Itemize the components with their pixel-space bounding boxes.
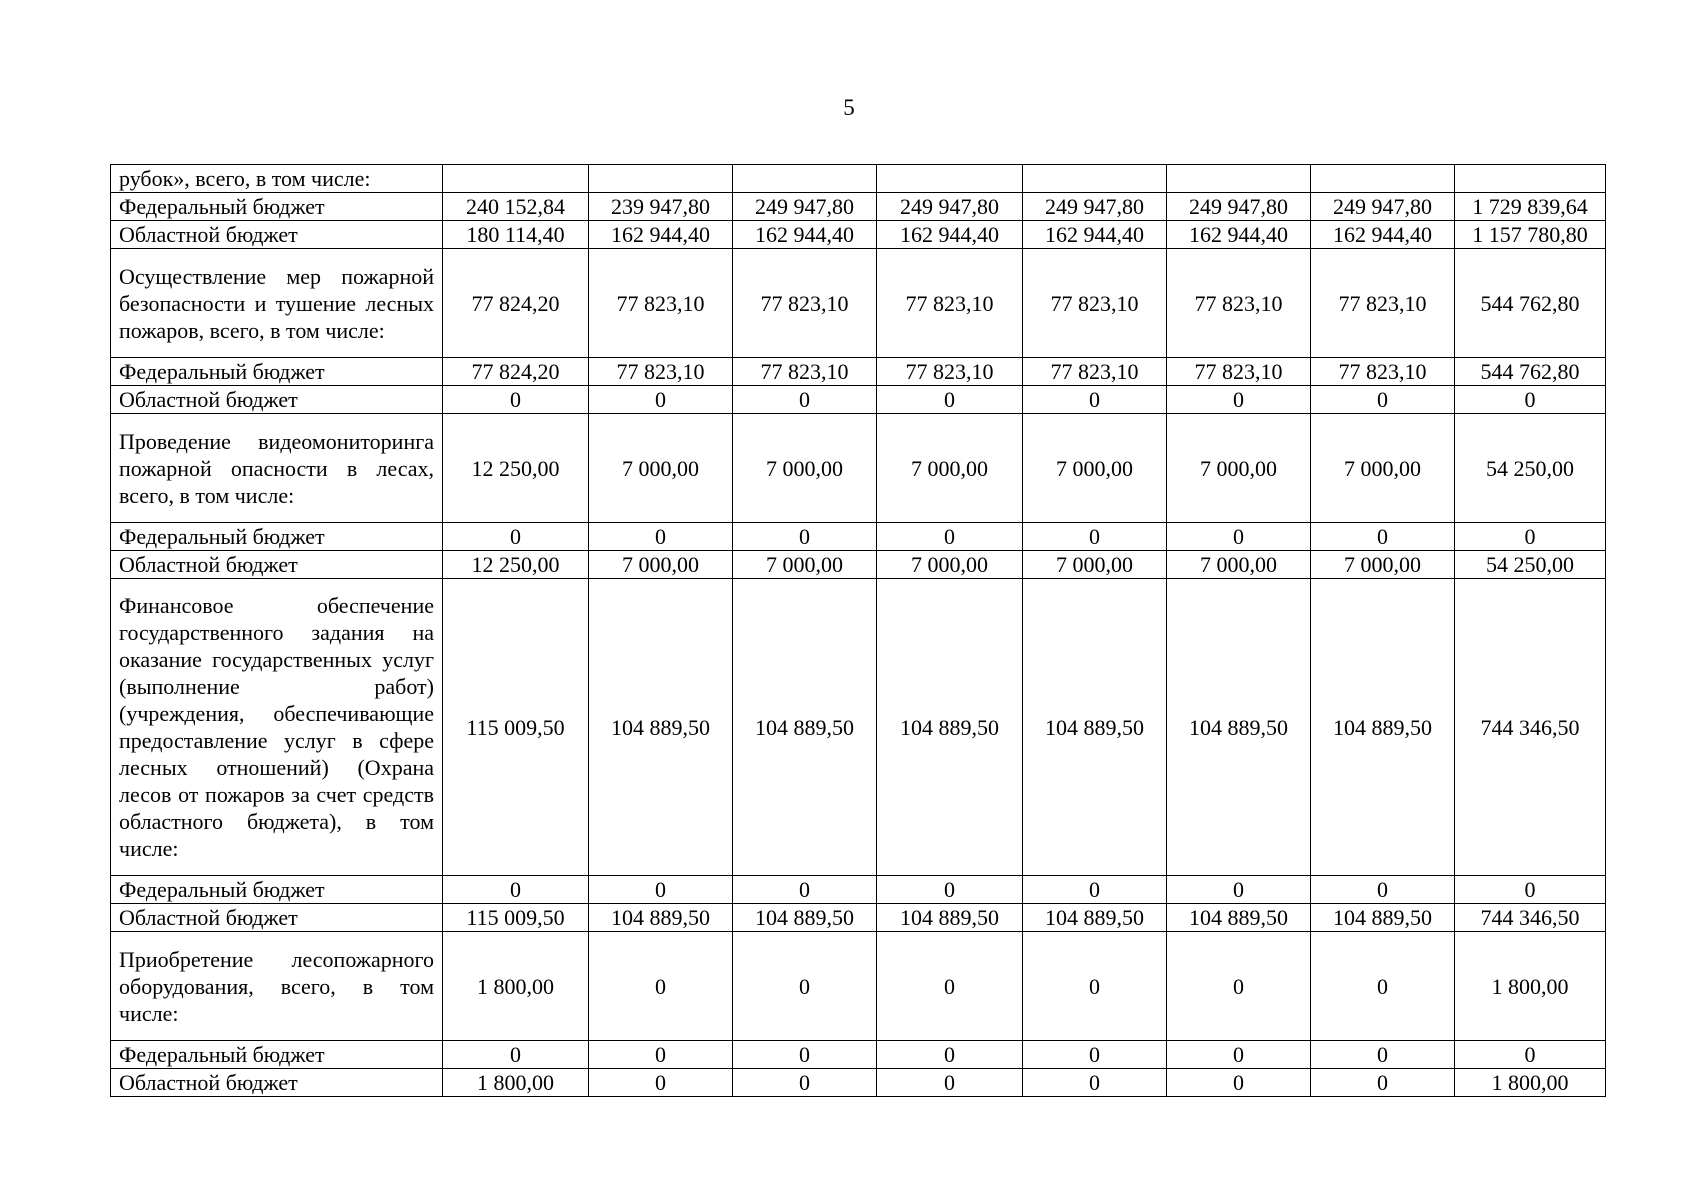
value-cell: 77 823,10: [1023, 249, 1167, 358]
value-cell: [1023, 165, 1167, 193]
table-row: [111, 932, 1606, 1041]
value-cell: 249 947,80: [733, 193, 877, 221]
value-cell: 0: [877, 523, 1023, 551]
row-label: Областной бюджет: [111, 221, 443, 249]
value-cell: 0: [1455, 1041, 1606, 1069]
table-row: [111, 414, 1606, 523]
row-label: Финансовое обеспечение государственного задания на оказание государственных услуг (выполнение работ) (учреждения, обеспечивающие предоставление услуг в сфере лесных отношений) (Охрана лесов от пожаров за счет средств областного бюджета), в том числе:: [111, 579, 443, 876]
value-cell: 0: [877, 932, 1023, 1041]
value-cell: 249 947,80: [1023, 193, 1167, 221]
value-cell: 104 889,50: [589, 579, 733, 876]
value-cell: 0: [1311, 1069, 1455, 1097]
value-cell: 7 000,00: [589, 414, 733, 523]
row-label: Проведение видеомониторинга пожарной опасности в лесах, всего, в том числе:: [111, 414, 443, 523]
value-cell: 0: [443, 386, 589, 414]
value-cell: 104 889,50: [877, 579, 1023, 876]
table-row: [111, 551, 1606, 579]
table-row: [111, 221, 1606, 249]
value-cell: [1167, 165, 1311, 193]
value-cell: 7 000,00: [589, 551, 733, 579]
table-row: [111, 1069, 1606, 1097]
value-cell: 1 800,00: [443, 1069, 589, 1097]
value-cell: 239 947,80: [589, 193, 733, 221]
value-cell: 0: [1455, 876, 1606, 904]
value-cell: 1 800,00: [1455, 1069, 1606, 1097]
table-row: [111, 523, 1606, 551]
value-cell: 0: [1311, 876, 1455, 904]
value-cell: 77 824,20: [443, 358, 589, 386]
value-cell: 104 889,50: [1023, 904, 1167, 932]
value-cell: 0: [1167, 932, 1311, 1041]
row-label: Приобретение лесопожарного оборудования, всего, в том числе:: [111, 932, 443, 1041]
value-cell: 7 000,00: [877, 414, 1023, 523]
value-cell: [1455, 165, 1606, 193]
value-cell: [733, 165, 877, 193]
value-cell: 249 947,80: [877, 193, 1023, 221]
value-cell: 744 346,50: [1455, 904, 1606, 932]
value-cell: 0: [1455, 386, 1606, 414]
value-cell: 0: [1455, 523, 1606, 551]
row-label: Областной бюджет: [111, 551, 443, 579]
value-cell: 0: [877, 386, 1023, 414]
value-cell: 77 823,10: [877, 249, 1023, 358]
value-cell: 77 823,10: [1311, 249, 1455, 358]
value-cell: 0: [1311, 386, 1455, 414]
value-cell: 0: [733, 876, 877, 904]
table-row: [111, 386, 1606, 414]
row-label: Областной бюджет: [111, 904, 443, 932]
value-cell: 0: [443, 523, 589, 551]
value-cell: 104 889,50: [589, 904, 733, 932]
value-cell: 7 000,00: [1167, 414, 1311, 523]
value-cell: 7 000,00: [733, 414, 877, 523]
value-cell: 0: [1311, 1041, 1455, 1069]
row-label: Федеральный бюджет: [111, 358, 443, 386]
value-cell: 162 944,40: [1311, 221, 1455, 249]
value-cell: 77 824,20: [443, 249, 589, 358]
value-cell: 0: [1023, 523, 1167, 551]
value-cell: 1 729 839,64: [1455, 193, 1606, 221]
value-cell: 0: [877, 876, 1023, 904]
value-cell: 162 944,40: [589, 221, 733, 249]
value-cell: 12 250,00: [443, 551, 589, 579]
value-cell: 0: [733, 1041, 877, 1069]
row-label: рубок», всего, в том числе:: [111, 165, 443, 193]
value-cell: 249 947,80: [1167, 193, 1311, 221]
value-cell: 0: [1167, 523, 1311, 551]
value-cell: 0: [1311, 932, 1455, 1041]
value-cell: [589, 165, 733, 193]
value-cell: 0: [1023, 876, 1167, 904]
table-row: [111, 358, 1606, 386]
table-row: [111, 249, 1606, 358]
value-cell: 544 762,80: [1455, 358, 1606, 386]
value-cell: 0: [1023, 1069, 1167, 1097]
value-cell: 1 800,00: [1455, 932, 1606, 1041]
value-cell: 240 152,84: [443, 193, 589, 221]
value-cell: 0: [1167, 876, 1311, 904]
value-cell: 0: [589, 932, 733, 1041]
value-cell: 0: [733, 523, 877, 551]
value-cell: [877, 165, 1023, 193]
value-cell: 1 800,00: [443, 932, 589, 1041]
value-cell: 115 009,50: [443, 904, 589, 932]
value-cell: 0: [589, 523, 733, 551]
value-cell: 0: [1023, 386, 1167, 414]
value-cell: 0: [589, 876, 733, 904]
value-cell: 0: [443, 876, 589, 904]
value-cell: 0: [733, 386, 877, 414]
value-cell: 12 250,00: [443, 414, 589, 523]
value-cell: 0: [877, 1069, 1023, 1097]
budget-table-body: [111, 165, 1606, 1097]
row-label: Федеральный бюджет: [111, 523, 443, 551]
value-cell: 104 889,50: [733, 904, 877, 932]
value-cell: 104 889,50: [1023, 579, 1167, 876]
value-cell: 7 000,00: [1311, 551, 1455, 579]
page-number: 5: [843, 95, 855, 120]
row-label: Федеральный бюджет: [111, 1041, 443, 1069]
value-cell: 104 889,50: [733, 579, 877, 876]
value-cell: 0: [1311, 523, 1455, 551]
value-cell: 104 889,50: [877, 904, 1023, 932]
table-row: [111, 904, 1606, 932]
value-cell: 0: [1167, 1041, 1311, 1069]
value-cell: 7 000,00: [1023, 551, 1167, 579]
value-cell: 249 947,80: [1311, 193, 1455, 221]
value-cell: 7 000,00: [733, 551, 877, 579]
budget-table: [110, 164, 1606, 1097]
value-cell: 162 944,40: [733, 221, 877, 249]
table-row: [111, 193, 1606, 221]
value-cell: [1311, 165, 1455, 193]
value-cell: 77 823,10: [589, 358, 733, 386]
row-label: Федеральный бюджет: [111, 876, 443, 904]
value-cell: 162 944,40: [1023, 221, 1167, 249]
row-label: Областной бюджет: [111, 386, 443, 414]
value-cell: 1 157 780,80: [1455, 221, 1606, 249]
value-cell: 0: [1023, 1041, 1167, 1069]
value-cell: 7 000,00: [1311, 414, 1455, 523]
value-cell: 104 889,50: [1167, 904, 1311, 932]
value-cell: 0: [733, 1069, 877, 1097]
table-row: [111, 579, 1606, 876]
value-cell: 54 250,00: [1455, 551, 1606, 579]
table-row: [111, 1041, 1606, 1069]
row-label: Областной бюджет: [111, 1069, 443, 1097]
value-cell: 0: [1167, 386, 1311, 414]
value-cell: [443, 165, 589, 193]
value-cell: 0: [589, 1069, 733, 1097]
value-cell: 77 823,10: [733, 249, 877, 358]
value-cell: 0: [589, 1041, 733, 1069]
value-cell: 77 823,10: [589, 249, 733, 358]
row-label: Федеральный бюджет: [111, 193, 443, 221]
value-cell: 115 009,50: [443, 579, 589, 876]
value-cell: 54 250,00: [1455, 414, 1606, 523]
value-cell: 180 114,40: [443, 221, 589, 249]
value-cell: 544 762,80: [1455, 249, 1606, 358]
value-cell: 7 000,00: [1023, 414, 1167, 523]
row-label: Осуществление мер пожарной безопасности и тушение лесных пожаров, всего, в том числе:: [111, 249, 443, 358]
value-cell: 0: [589, 386, 733, 414]
value-cell: 77 823,10: [1167, 249, 1311, 358]
value-cell: 77 823,10: [733, 358, 877, 386]
value-cell: 162 944,40: [877, 221, 1023, 249]
value-cell: 104 889,50: [1167, 579, 1311, 876]
value-cell: 0: [733, 932, 877, 1041]
value-cell: 77 823,10: [1023, 358, 1167, 386]
value-cell: 7 000,00: [877, 551, 1023, 579]
value-cell: 77 823,10: [1311, 358, 1455, 386]
value-cell: 104 889,50: [1311, 579, 1455, 876]
table-row: [111, 165, 1606, 193]
value-cell: 0: [443, 1041, 589, 1069]
value-cell: 77 823,10: [1167, 358, 1311, 386]
value-cell: 162 944,40: [1167, 221, 1311, 249]
value-cell: 77 823,10: [877, 358, 1023, 386]
value-cell: 0: [1167, 1069, 1311, 1097]
value-cell: 744 346,50: [1455, 579, 1606, 876]
value-cell: 7 000,00: [1167, 551, 1311, 579]
table-row: [111, 876, 1606, 904]
value-cell: 104 889,50: [1311, 904, 1455, 932]
value-cell: 0: [1023, 932, 1167, 1041]
value-cell: 0: [877, 1041, 1023, 1069]
